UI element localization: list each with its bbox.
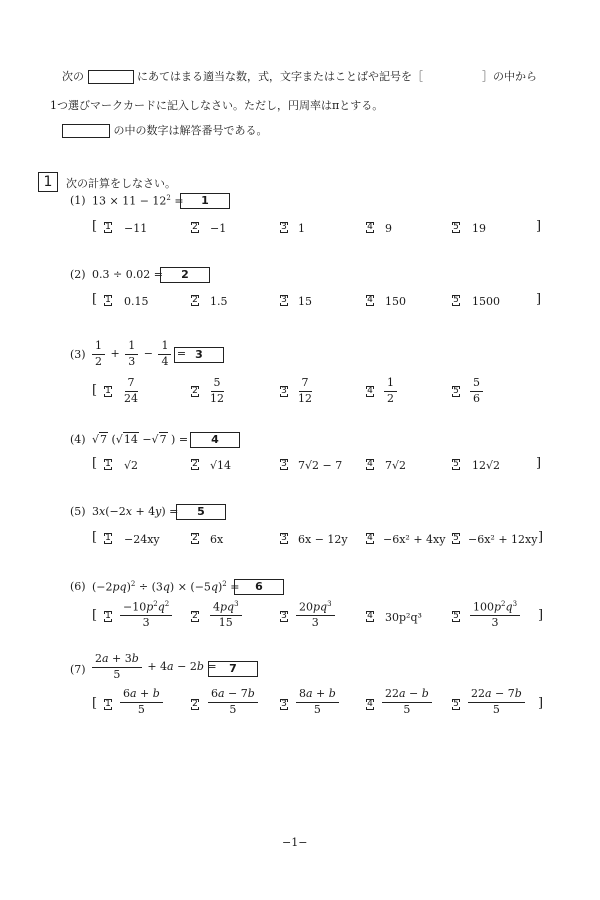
bracket-open: [	[92, 219, 98, 234]
choice-text: $\frac{-10p^2q^2}{3}$	[118, 600, 174, 630]
bracket-open: [	[92, 383, 98, 398]
instruction-line-1	[62, 68, 537, 84]
choice-mark[interactable]: 4	[367, 295, 373, 305]
choice-text: 6x − 12y	[298, 533, 348, 546]
choice-mark[interactable]: 1	[105, 699, 111, 709]
choice-mark[interactable]: 1	[105, 295, 111, 305]
section-number: 1	[38, 172, 58, 192]
choice-text: $\frac{7}{24}$	[124, 376, 138, 405]
page-number: −1−	[282, 836, 308, 849]
bracket-open: [	[92, 530, 98, 545]
choice-text: 7√2 − 7	[298, 459, 343, 472]
question-number: (5)	[70, 505, 86, 518]
choice-mark[interactable]: 3	[281, 611, 287, 621]
choice-mark[interactable]: 4	[367, 222, 373, 232]
choice-mark[interactable]: 4	[367, 533, 373, 543]
section-title: 次の計算をしなさい。	[66, 177, 176, 190]
choice-text: 30p²q³	[385, 611, 422, 624]
bracket-open: [	[92, 292, 98, 307]
choice-mark[interactable]: 4	[367, 699, 373, 709]
choice-text: 7√2	[385, 459, 407, 472]
choice-text: 1500	[472, 295, 500, 308]
question-number: (3)	[70, 348, 86, 361]
answer-box[interactable]: 6	[234, 579, 284, 595]
choice-mark[interactable]: 5	[453, 459, 459, 469]
question-number: (1)	[70, 194, 86, 207]
choice-mark[interactable]: 1	[105, 222, 111, 232]
choice-mark[interactable]: 1	[105, 533, 111, 543]
choice-text: −6x² + 12xy	[468, 533, 538, 546]
choice-mark[interactable]: 3	[281, 699, 287, 709]
choice-mark[interactable]: 4	[367, 386, 373, 396]
choice-mark[interactable]: 3	[281, 295, 287, 305]
choice-text: −11	[124, 222, 148, 235]
choice-text: 150	[385, 295, 406, 308]
choice-text: $\frac{6a - 7b}{5}$	[206, 688, 260, 716]
choice-mark[interactable]: 5	[453, 611, 459, 621]
question-expression: √7 (√14 −√7 ) =	[92, 433, 189, 446]
choice-text: $\frac{7}{12}$	[298, 376, 312, 405]
blank-box-example	[62, 124, 110, 138]
choice-text: 0.15	[124, 295, 149, 308]
question-expression: 0.3 ÷ 0.02 =	[92, 268, 163, 281]
choice-text: −1	[210, 222, 227, 235]
question-number: (4)	[70, 433, 86, 446]
answer-box[interactable]: 5	[176, 504, 226, 520]
choice-mark[interactable]: 3	[281, 533, 287, 543]
choice-text: √2	[124, 459, 139, 472]
choice-text: 6x	[210, 533, 224, 546]
choice-mark[interactable]: 3	[281, 386, 287, 396]
choice-text: $\frac{8a + b}{5}$	[294, 688, 341, 716]
answer-box[interactable]: 4	[190, 432, 240, 448]
question-expression: $\frac{2a + 3b}{5}$ + 4a − 2b =	[90, 653, 217, 681]
choice-text: $\frac{20pq^3}{3}$	[294, 600, 337, 630]
choice-text: $\frac{100p^2q^3}{3}$	[468, 600, 522, 630]
choice-mark[interactable]: 4	[367, 459, 373, 469]
choice-text: 15	[298, 295, 312, 308]
choice-mark[interactable]: 5	[453, 386, 459, 396]
choice-mark[interactable]: 5	[453, 699, 459, 709]
answer-box[interactable]: 2	[160, 267, 210, 283]
question-number: (7)	[70, 663, 86, 676]
bracket-close: ]	[536, 292, 542, 307]
bracket-open: [	[92, 696, 98, 711]
question-expression: $(-2pq)^2 \div (3q) \times (-5q)^2$ =	[92, 580, 240, 594]
choice-text: $\frac{5}{12}$	[210, 376, 224, 405]
choice-mark[interactable]: 3	[281, 459, 287, 469]
choice-text: $\frac{4pq^3}{15}$	[208, 600, 244, 630]
answer-box[interactable]: 1	[180, 193, 230, 209]
choice-mark[interactable]: 3	[281, 222, 287, 232]
choice-text: $\frac{22a - 7b}{5}$	[466, 688, 527, 716]
question-number: (2)	[70, 268, 86, 281]
blank-box-example	[88, 70, 134, 84]
choice-mark[interactable]: 5	[453, 533, 459, 543]
choice-mark[interactable]: 2	[192, 611, 198, 621]
choice-text: $\frac{6a + b}{5}$	[118, 688, 165, 716]
choice-text: 19	[472, 222, 486, 235]
bracket-open: [	[92, 608, 98, 623]
choice-mark[interactable]: 4	[367, 611, 373, 621]
choice-mark[interactable]: 2	[192, 699, 198, 709]
choice-text: $\frac{22a - b}{5}$	[380, 688, 434, 716]
choice-text: $\frac{5}{6}$	[468, 377, 485, 405]
answer-box[interactable]: 3	[174, 347, 224, 363]
choice-mark[interactable]: 1	[105, 611, 111, 621]
choice-mark[interactable]: 5	[453, 222, 459, 232]
bracket-close: ]	[538, 608, 544, 623]
bracket-close: ]	[538, 696, 544, 711]
choice-mark[interactable]: 2	[192, 295, 198, 305]
instruction-text: 次の	[62, 70, 84, 83]
instruction-text: ］の中から	[482, 70, 537, 83]
question-number: (6)	[70, 580, 86, 593]
question-expression: $\frac{1}{2}$ + $\frac{1}{3}$ − $\frac{1}{4}$ =	[90, 340, 186, 368]
choice-text: 12√2	[472, 459, 501, 472]
choice-mark[interactable]: 1	[105, 386, 111, 396]
question-expression: 3x(−2x + 4y) =	[92, 505, 179, 518]
bracket-close: ]	[538, 530, 544, 545]
question-expression: $13 \times 11 - 12^2$ =	[92, 194, 184, 208]
choice-text: 1.5	[210, 295, 228, 308]
bracket-close: ]	[536, 456, 542, 471]
choice-text: 9	[385, 222, 392, 235]
choice-mark[interactable]: 2	[192, 459, 198, 469]
choice-mark[interactable]: 5	[453, 295, 459, 305]
choice-mark[interactable]: 1	[105, 459, 111, 469]
instruction-text: にあてはまる適当な数，式，文字またはことばや記号を［	[137, 70, 423, 83]
bracket-close: ]	[536, 219, 542, 234]
choice-text: 1	[298, 222, 305, 235]
instruction-text: の中の数字は解答番号である。	[113, 124, 268, 137]
instruction-line-3	[62, 122, 268, 138]
choice-text: −6x² + 4xy	[383, 533, 446, 546]
choice-mark[interactable]: 2	[192, 533, 198, 543]
bracket-open: [	[92, 456, 98, 471]
choice-mark[interactable]: 2	[192, 386, 198, 396]
choice-text: −24xy	[124, 533, 160, 546]
answer-box[interactable]: 7	[208, 661, 258, 677]
instruction-line-2: 1つ選びマークカードに記入しなさい。ただし，円周率はπとする。	[50, 99, 384, 112]
choice-text: √14	[210, 459, 232, 472]
choice-text: $\frac{1}{2}$	[382, 377, 399, 405]
choice-mark[interactable]: 2	[192, 222, 198, 232]
